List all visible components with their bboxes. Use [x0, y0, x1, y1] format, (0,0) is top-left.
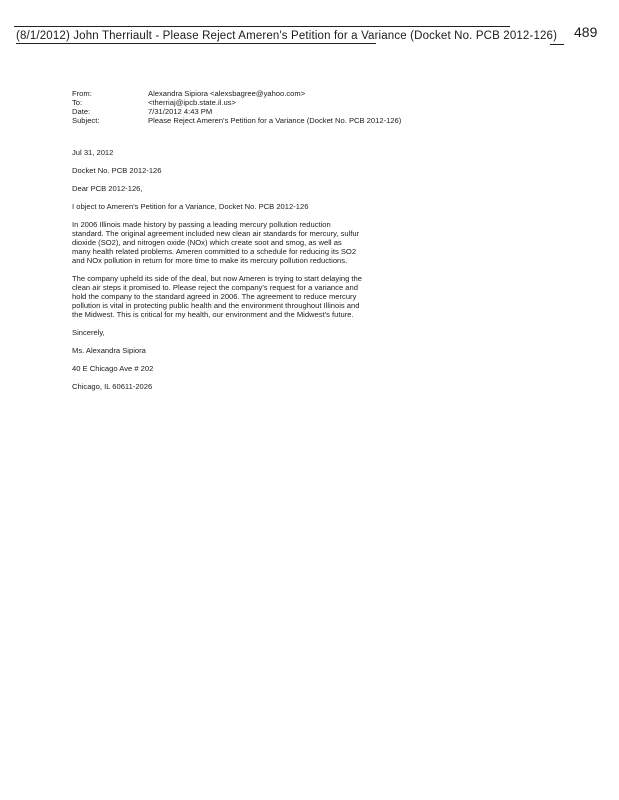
- from-value: Alexandra Sipiora <alexsbagree@yahoo.com>: [148, 89, 306, 98]
- to-row: [72, 98, 401, 107]
- header-rule-right: [420, 26, 510, 27]
- header-underline: [16, 43, 376, 44]
- paragraph-request: The company upheld its side of the deal, but now Ameren is trying to start delaying the clean air steps it promised to. Please reject the company's request for a variance and hold the company to the standard agreed in 2006. The agreement to reduce mercury pollution is vital in protecting public health and the environment throughout Illinois and the Midwest. This is critical for my health, our environment and the Midwest's future.: [72, 274, 362, 319]
- subject-label: Subject:: [72, 116, 100, 125]
- docket-line: Docket No. PCB 2012-126: [72, 166, 162, 175]
- date-row: [72, 107, 401, 116]
- letter-date: Jul 31, 2012: [72, 148, 114, 157]
- email-metadata: [72, 89, 401, 125]
- salutation: Dear PCB 2012-126,: [72, 184, 143, 193]
- from-label: From:: [72, 89, 92, 98]
- closing: Sincerely,: [72, 328, 105, 337]
- address-line-2: Chicago, IL 60611-2026: [72, 382, 153, 391]
- page-number: 489: [574, 24, 598, 40]
- letter-body: [72, 148, 362, 400]
- header-title: (8/1/2012) John Therriault - Please Reject Ameren's Petition for a Variance (Docket No. PCB 2012-126): [16, 30, 558, 42]
- paragraph-history: In 2006 Illinois made history by passing a leading mercury pollution reduction standard. The original agreement included new clean air standards for mercury, sulfur dioxide (SO2), and nitrogen oxide (NOx) which create soot and smog, as well as many health related problems. Ameren committed to a schedule for reducing its SO2 and NOx pollution in return for more time to make its mercury pollution reductions.: [72, 220, 360, 265]
- signer-name: Ms. Alexandra Sipiora: [72, 346, 146, 355]
- to-label: To:: [72, 98, 83, 107]
- from-row: [72, 89, 401, 98]
- date-value: 7/31/2012 4:43 PM: [148, 107, 213, 116]
- to-value: <therriaj@ipcb.state.il.us>: [148, 98, 236, 107]
- subject-value: Please Reject Ameren's Petition for a Variance (Docket No. PCB 2012-126): [148, 116, 402, 125]
- header-rule-top: [14, 26, 484, 27]
- date-label: Date:: [72, 107, 91, 116]
- subject-row: [72, 116, 401, 125]
- objection-line: I object to Ameren's Petition for a Variance, Docket No. PCB 2012-126: [72, 202, 309, 211]
- header-dash: [550, 44, 564, 45]
- address-line-1: 40 E Chicago Ave # 202: [72, 364, 154, 373]
